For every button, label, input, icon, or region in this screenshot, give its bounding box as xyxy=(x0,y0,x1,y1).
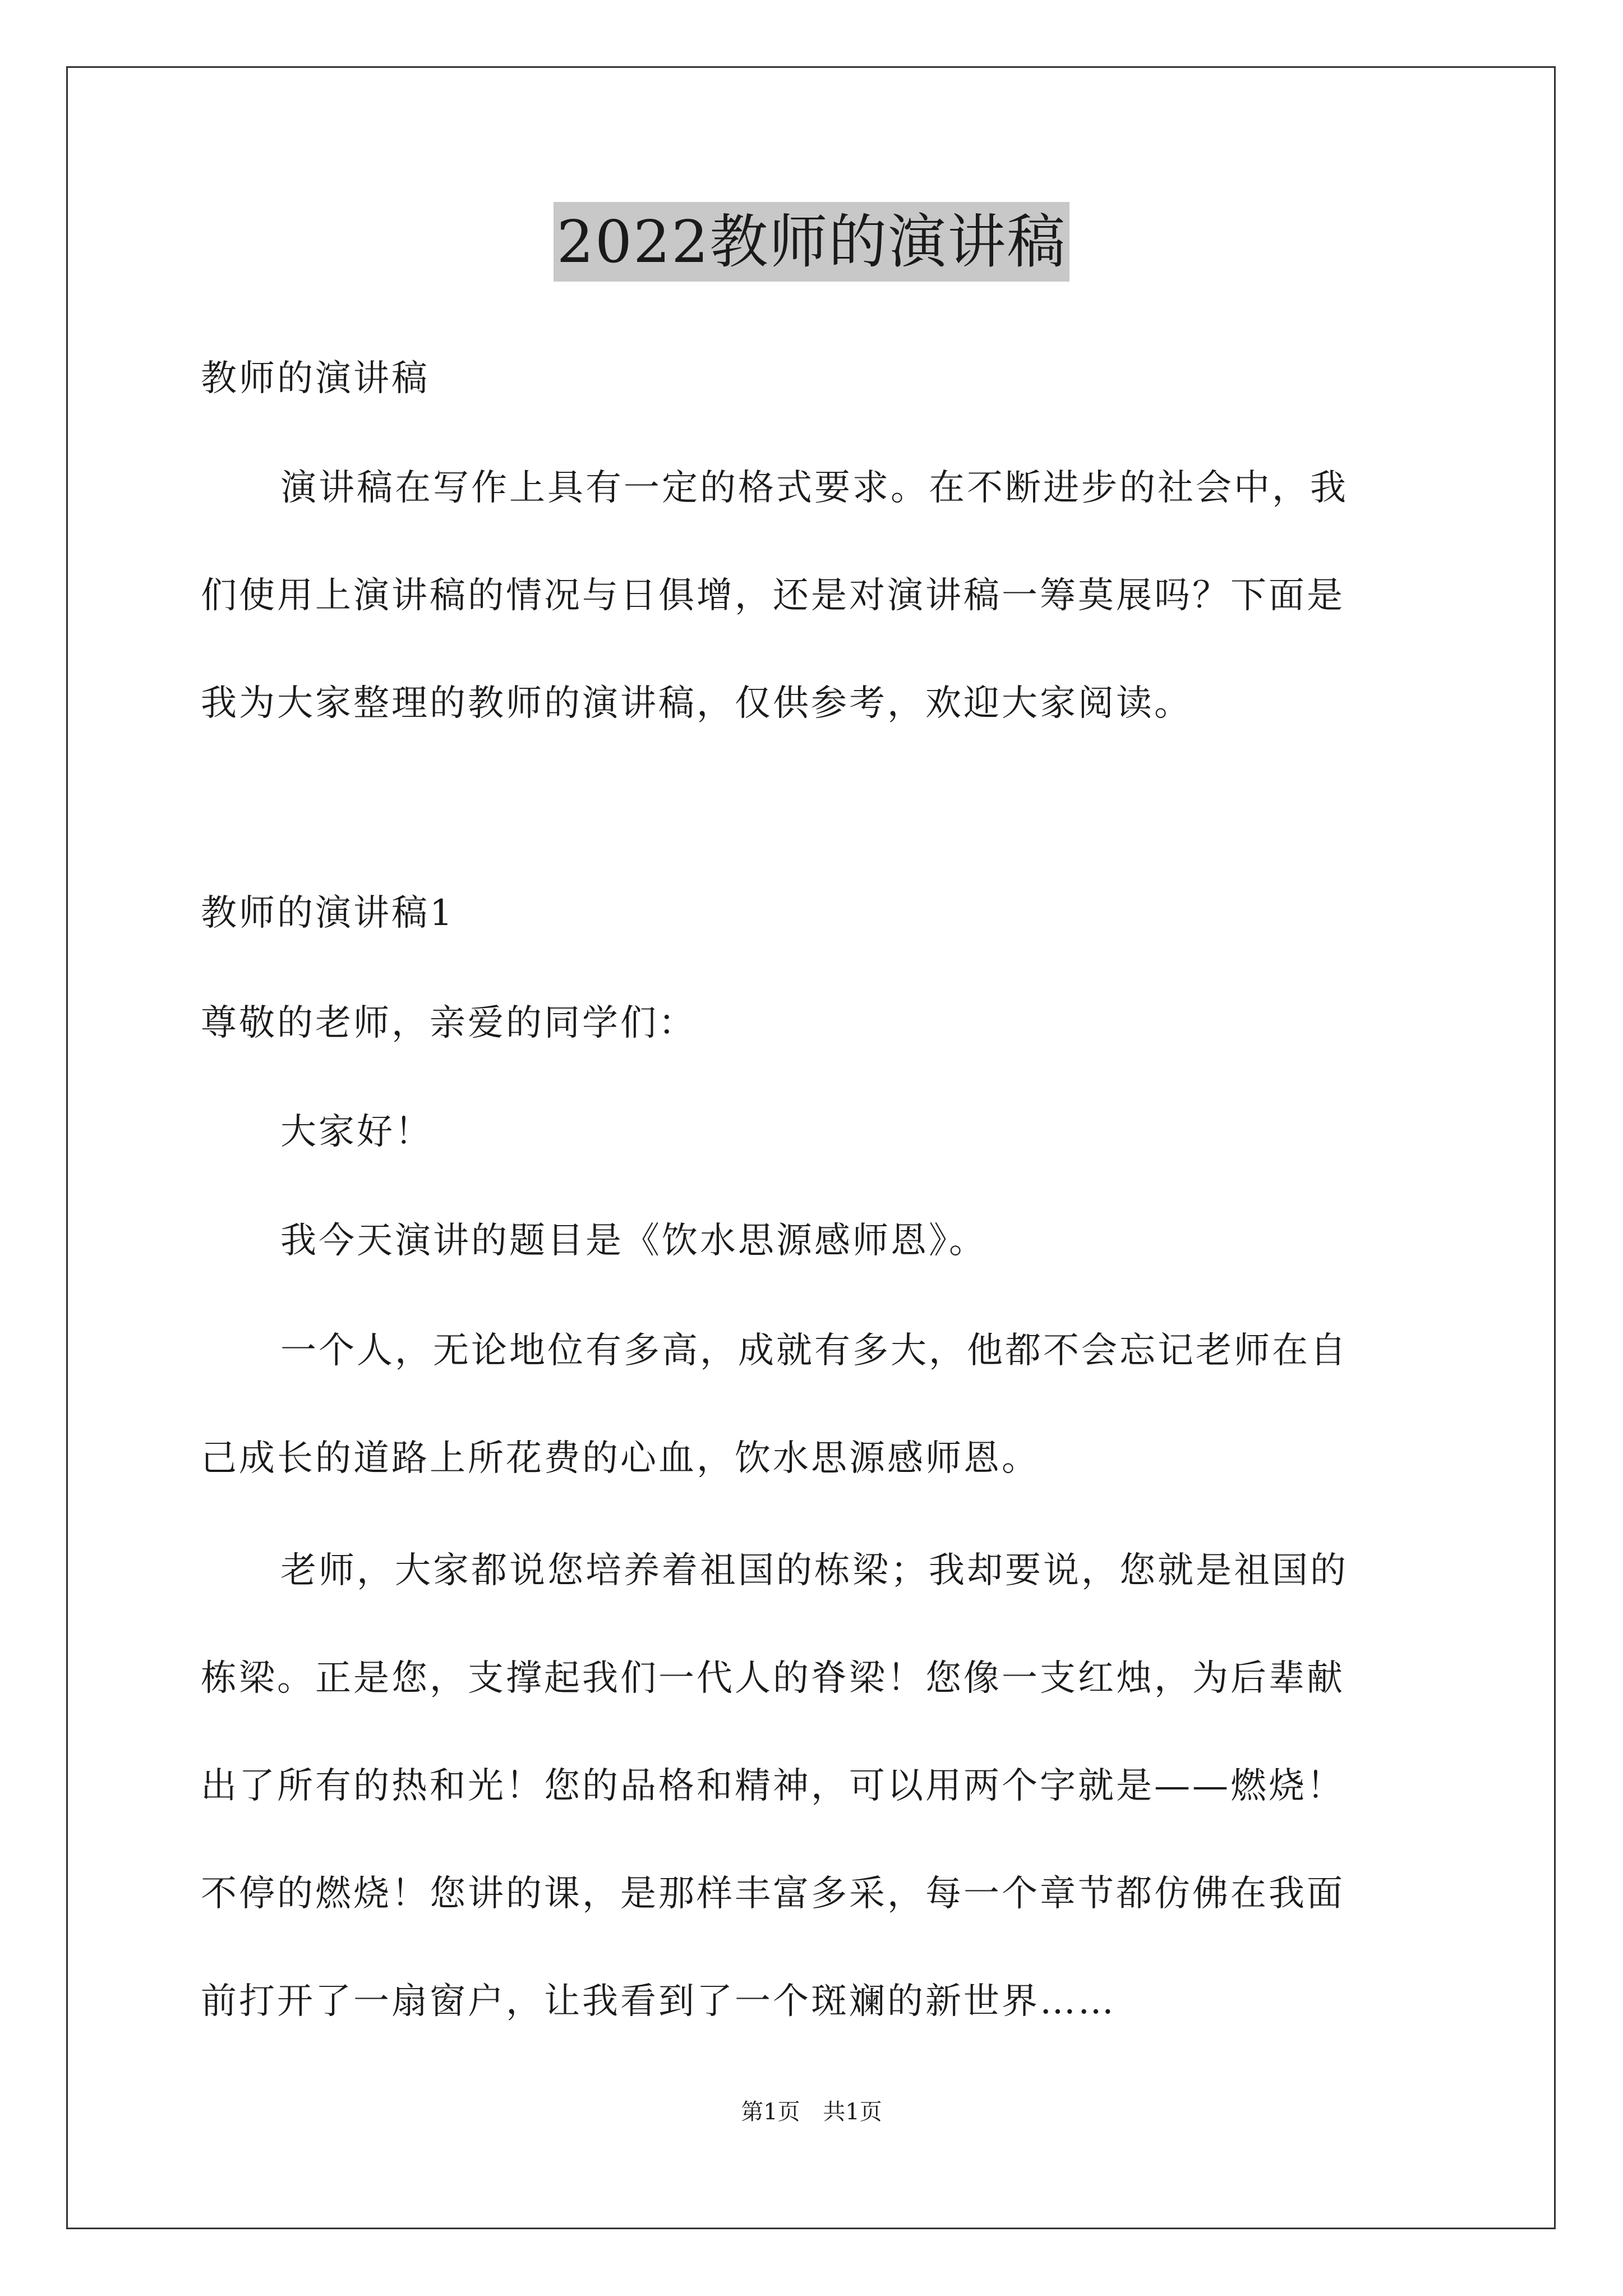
greeting: 大家好！ xyxy=(280,1111,433,1153)
paragraph-line: 栋梁。正是您，支撑起我们一代人的脊梁！您像一支红烛，为后辈献 xyxy=(201,1658,1345,1699)
topic-line: 我今天演讲的题目是《饮水思源感师恩》。 xyxy=(280,1220,987,1262)
intro-line: 演讲稿在写作上具有一定的格式要求。在不断进步的社会中，我 xyxy=(280,467,1348,509)
document-subtitle: 教师的演讲稿 xyxy=(201,358,430,399)
intro-line: 们使用上演讲稿的情况与日俱增，还是对演讲稿一筹莫展吗？下面是 xyxy=(201,575,1345,616)
page-footer xyxy=(0,2098,1623,2126)
title-container xyxy=(0,202,1623,282)
paragraph-line: 己成长的道路上所花费的心血，饮水思源感师恩。 xyxy=(201,1438,1040,1479)
paragraph-line: 老师，大家都说您培养着祖国的栋梁；我却要说，您就是祖国的 xyxy=(280,1550,1348,1591)
section-heading: 教师的演讲稿1 xyxy=(201,892,455,934)
document-title: 2022教师的演讲稿 xyxy=(554,202,1070,282)
paragraph-line: 不停的燃烧！您讲的课，是那样丰富多采，每一个章节都仿佛在我面 xyxy=(201,1873,1345,1915)
paragraph-line: 前打开了一扇窗户，让我看到了一个斑斓的新世界…… xyxy=(201,1981,1116,2022)
salutation: 尊敬的老师，亲爱的同学们： xyxy=(201,1002,697,1044)
page-number-total: 共1页 xyxy=(823,2099,882,2125)
paragraph-line: 出了所有的热和光！您的品格和精神，可以用两个字就是——燃烧！ xyxy=(201,1765,1345,1807)
page-number-current: 第1页 xyxy=(741,2099,800,2125)
paragraph-line: 一个人，无论地位有多高，成就有多大，他都不会忘记老师在自 xyxy=(280,1330,1348,1372)
intro-line: 我为大家整理的教师的演讲稿，仅供参考，欢迎大家阅读。 xyxy=(201,683,1192,724)
